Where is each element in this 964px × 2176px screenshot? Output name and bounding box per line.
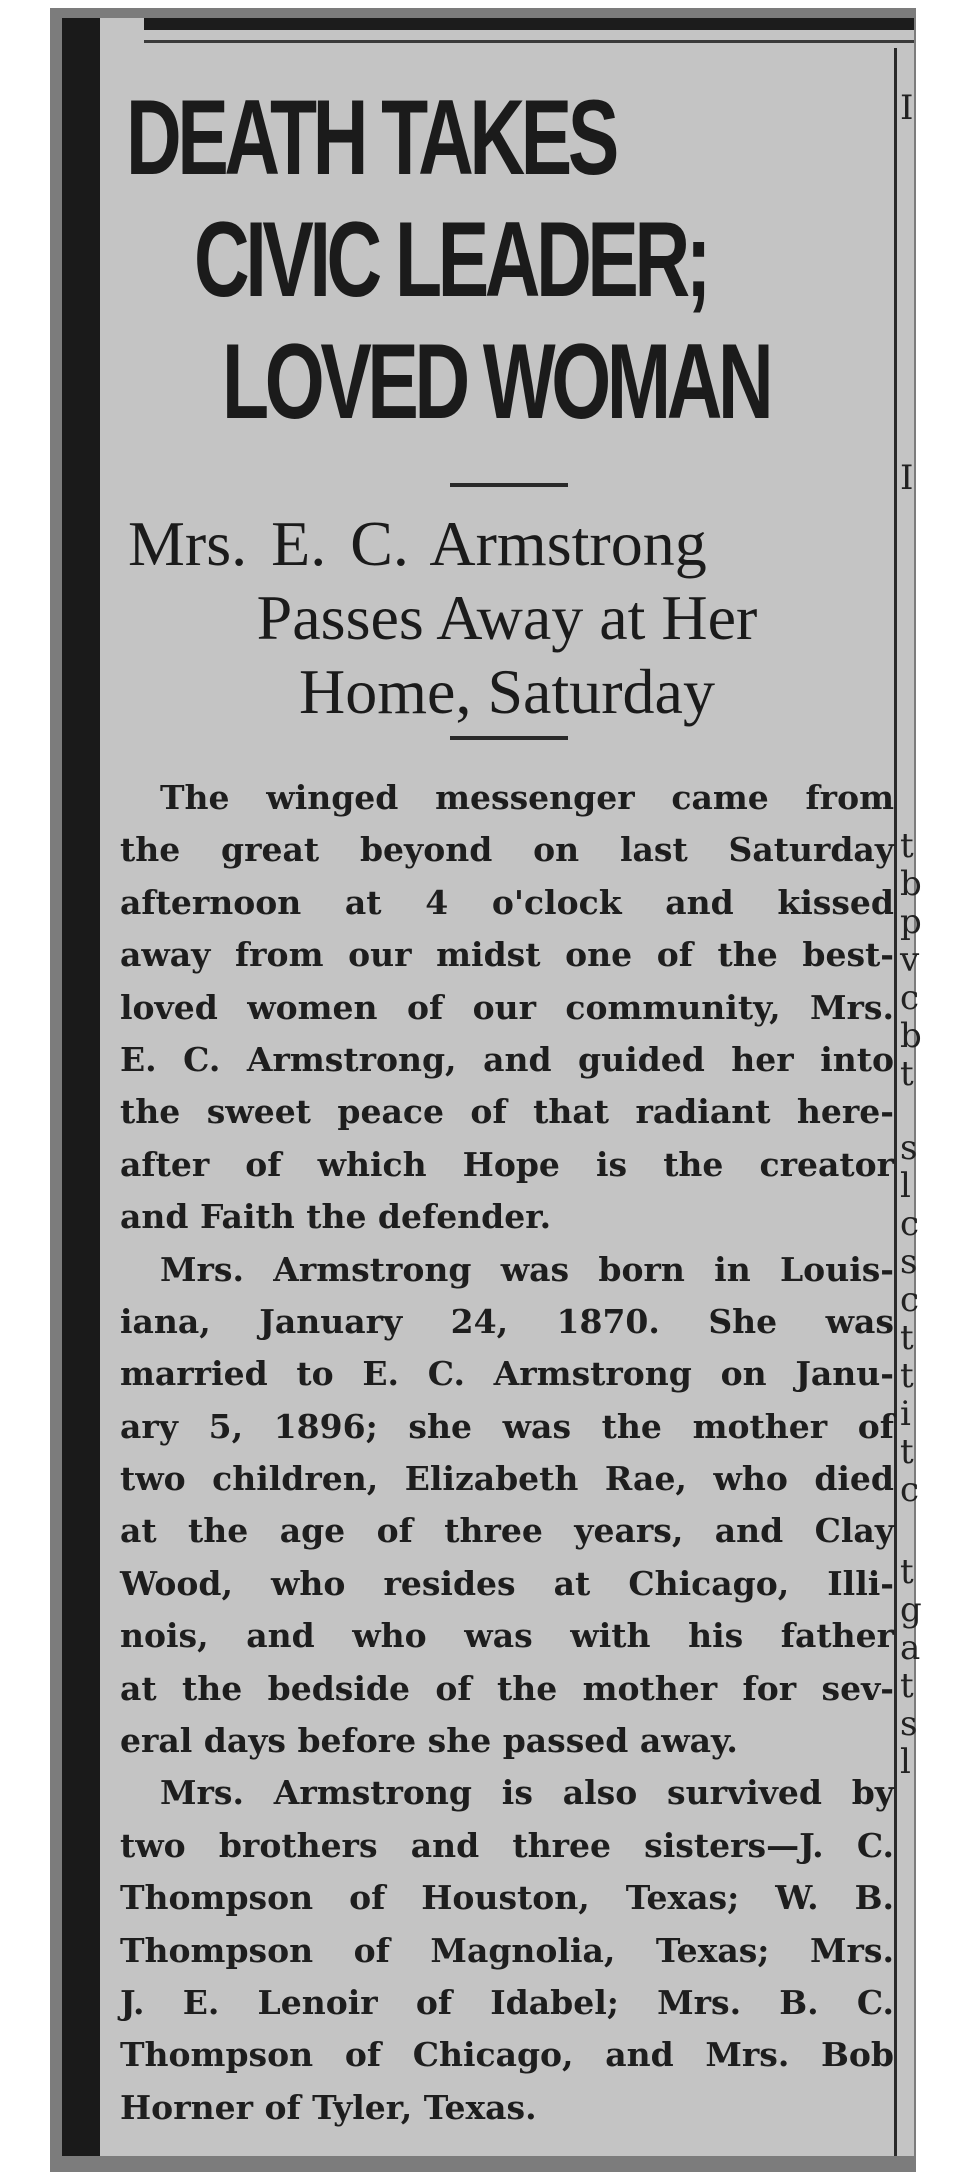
body-line: afternoon at 4 o'clock and kissed [120, 882, 894, 922]
adjacent-column-letter: c [900, 1280, 920, 1320]
adjacent-column-letter: s [900, 1242, 918, 1282]
adjacent-column-letter: a [900, 1628, 921, 1668]
body-line: Thompson of Chicago, and Mrs. Bob [120, 2035, 894, 2075]
adjacent-column-fragments [900, 18, 922, 2156]
adjacent-column-letter: t [900, 1552, 914, 1592]
headline-line-1: DEATH TAKES [126, 77, 615, 197]
adjacent-column-letter: I [900, 458, 914, 498]
body-line: Mrs. Armstrong is also survived by [160, 1773, 894, 1813]
body-line: two children, Elizabeth Rae, who died [120, 1459, 894, 1499]
adjacent-column-letter: c [900, 978, 920, 1018]
body-line: Mrs. Armstrong was born in Louis- [160, 1249, 894, 1289]
adjacent-column-letter: t [900, 1318, 914, 1358]
scan-dark-edge [62, 18, 100, 2156]
body-line: loved women of our community, Mrs. [120, 987, 894, 1027]
adjacent-column-letter: t [900, 1432, 914, 1472]
body-line: and Faith the defender. [120, 1197, 552, 1237]
adjacent-column-letter: t [900, 1054, 914, 1094]
body-line: nois, and who was with his father [120, 1616, 894, 1656]
body-line: eral days before she passed away. [120, 1721, 738, 1761]
adjacent-column-letter: i [900, 1394, 911, 1434]
body-line: at the bedside of the mother for sev- [120, 1668, 894, 1708]
subhead-line-1: Mrs. E. C. Armstrong [128, 508, 707, 579]
body-line: Thompson of Magnolia, Texas; Mrs. [120, 1930, 894, 1970]
body-line: ary 5, 1896; she was the mother of [120, 1406, 894, 1446]
adjacent-column-letter: t [900, 826, 914, 866]
body-line: Thompson of Houston, Texas; W. B. [120, 1878, 894, 1918]
subhead-line-3: Home, Saturday [299, 656, 715, 727]
body-line: The winged messenger came from [160, 778, 894, 817]
body-line: Wood, who resides at Chicago, Illi- [120, 1563, 894, 1603]
adjacent-column-letter: c [900, 1470, 920, 1510]
headline-line-2: CIVIC LEADER; [194, 199, 708, 319]
adjacent-column-letter: s [900, 1128, 918, 1168]
body-line: E. C. Armstrong, and guided her into [120, 1039, 894, 1079]
adjacent-column-letter: g [900, 1590, 922, 1630]
body-line: J. E. Lenoir of Idabel; Mrs. B. C. [120, 1982, 894, 2022]
body-line: iana, January 24, 1870. She was [120, 1301, 894, 1341]
adjacent-column-letter: l [900, 1166, 911, 1206]
top-rule [144, 18, 914, 30]
headline-line-3: LOVED WOMAN [222, 321, 770, 441]
adjacent-column-letter: b [900, 864, 922, 904]
subhead-line-2: Passes Away at Her [256, 582, 758, 653]
body-line: married to E. C. Armstrong on Janu- [120, 1354, 894, 1394]
headline-divider [450, 483, 568, 487]
article-body [120, 772, 894, 2134]
adjacent-column-letter: v [900, 940, 920, 980]
body-line: two brothers and three sisters—J. C. [120, 1825, 894, 1865]
adjacent-column-letter: I [900, 88, 914, 128]
subhead-divider [450, 736, 568, 740]
body-line: the sweet peace of that radiant here- [120, 1092, 894, 1132]
adjacent-column-letter: t [900, 1666, 914, 1706]
adjacent-column-letter: t [900, 1356, 914, 1396]
adjacent-column-letter: p [900, 902, 922, 942]
body-line: at the age of three years, and Clay [120, 1511, 894, 1551]
column-rule [894, 48, 897, 2156]
adjacent-column-letter: c [900, 1204, 920, 1244]
body-line: away from our midst one of the best- [120, 935, 894, 975]
adjacent-column-letter: l [900, 1742, 911, 1782]
newspaper-clipping [62, 18, 922, 2156]
adjacent-column-letter: s [900, 1704, 918, 1744]
body-line: the great beyond on last Saturday [120, 830, 894, 870]
adjacent-column-letter: b [900, 1016, 922, 1056]
top-rule-thin [144, 40, 914, 43]
body-line: Horner of Tyler, Texas. [120, 2087, 537, 2127]
body-line: after of which Hope is the creator [120, 1144, 894, 1184]
